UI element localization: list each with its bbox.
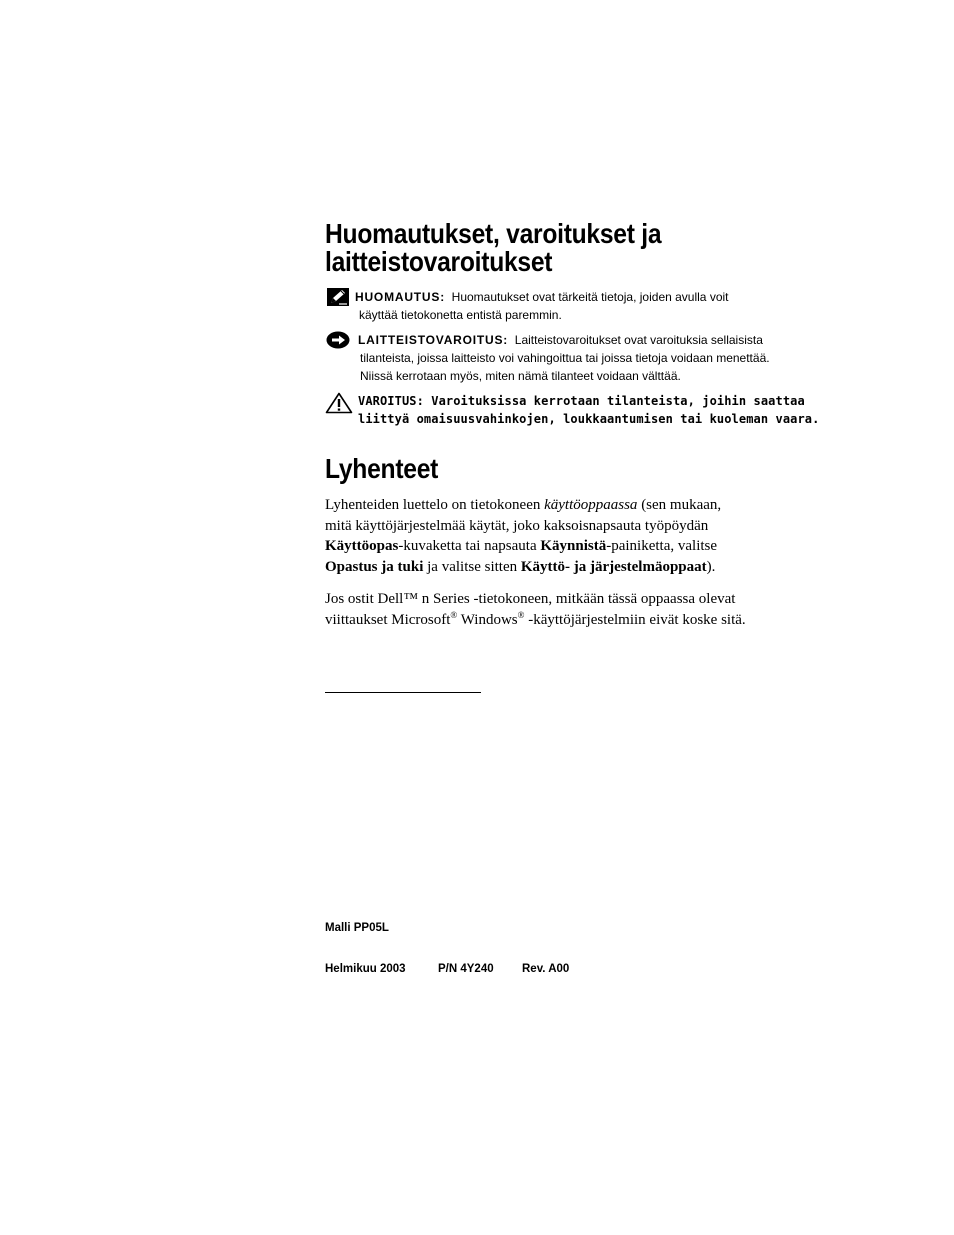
footnote-divider: [325, 692, 481, 693]
p2-text-a: Jos ostit Dell™ n Series -tietokoneen, mitkään tässä oppaassa olevat: [325, 591, 736, 607]
publish-date: Helmikuu 2003: [325, 963, 406, 975]
abbrev-paragraph-1: [325, 495, 795, 577]
note-text-line1: Huomautukset ovat tärkeitä tietoja, joiden avulla voit: [451, 290, 729, 304]
abbrev-paragraph-2: [325, 589, 795, 630]
p1-italic-guide: käyttöoppaassa: [544, 497, 638, 513]
p1-text-d: mitä käyttöjärjestelmää käytät, joko kaksoisnapsauta työpöydän: [325, 517, 709, 534]
abbrev-title: Lyhenteet: [325, 453, 439, 484]
notice-text-line2: tilanteista, joissa laitteisto voi vahingoittua tai joissa tietoja voidaan menettää.: [360, 351, 770, 365]
notice-text-line3: Niissä kerrotaan myös, miten nämä tilanteet voidaan välttää.: [360, 369, 681, 383]
caution-text: [358, 392, 820, 428]
p1-bold-user-guide: Käyttöopas: [325, 538, 399, 554]
p2-registered-mark-1: ®: [450, 609, 458, 620]
notice-label: LAITTEISTOVAROITUS:: [358, 333, 509, 347]
note-label: HUOMAUTUS:: [355, 290, 445, 304]
p2-text-c: Windows: [457, 611, 518, 628]
notice-text: [358, 331, 820, 385]
p1-bold-help-support: Opastus ja tuki: [325, 558, 424, 575]
caution-block: [325, 392, 820, 428]
notes-section-title: [325, 220, 783, 276]
p1-text-l: ).: [706, 558, 716, 575]
p1-bold-user-system-guides: Käyttö- ja järjestelmäoppaat: [520, 558, 707, 575]
model-label: [325, 922, 389, 934]
caution-label: VAROITUS:: [358, 394, 424, 408]
p1-text-h: -painiketta, valitse: [606, 538, 718, 554]
caution-text-line2: liittyä omaisuusvahinkojen, loukkaantumisen tai kuoleman vaara.: [358, 412, 820, 426]
note-text-line2: käyttää tietokonetta entistä paremmin.: [359, 308, 562, 322]
note-block: [325, 288, 820, 324]
notice-text-line1: Laitteistovaroitukset ovat varoituksia sellaisista: [514, 333, 763, 347]
p2-text-b: viittaukset Microsoft: [325, 611, 451, 628]
warning-triangle-icon: [325, 392, 353, 419]
p1-text-j: ja valitse sitten: [423, 558, 521, 575]
model-number: Malli PP05L: [325, 922, 389, 934]
revision: Rev. A00: [522, 963, 570, 975]
note-text: [355, 288, 820, 324]
footer-info: [325, 963, 569, 975]
p1-text-a: Lyhenteiden luettelo on tietokoneen: [325, 497, 545, 513]
notes-title-line1: Huomautukset, varoitukset ja: [325, 218, 662, 249]
p2-text-d: -käyttöjärjestelmiin eivät koske sitä.: [524, 611, 746, 628]
p1-text-f: -kuvaketta tai napsauta: [398, 538, 541, 554]
p2-registered-mark-2: ®: [517, 609, 525, 620]
notice-block: [325, 331, 820, 385]
p1-bold-start: Käynnistä: [540, 538, 607, 554]
part-number: P/N 4Y240: [438, 963, 494, 975]
abbrev-body: [325, 495, 795, 630]
notice-hand-icon: [326, 331, 350, 354]
abbrev-section-title: [325, 455, 783, 483]
notes-title-line2: laitteistovaroitukset: [325, 246, 553, 277]
note-pencil-icon: [327, 288, 349, 311]
p1-text-c: (sen mukaan,: [637, 497, 722, 513]
caution-text-line1: Varoituksissa kerrotaan tilanteista, joihin saattaa: [431, 394, 805, 408]
